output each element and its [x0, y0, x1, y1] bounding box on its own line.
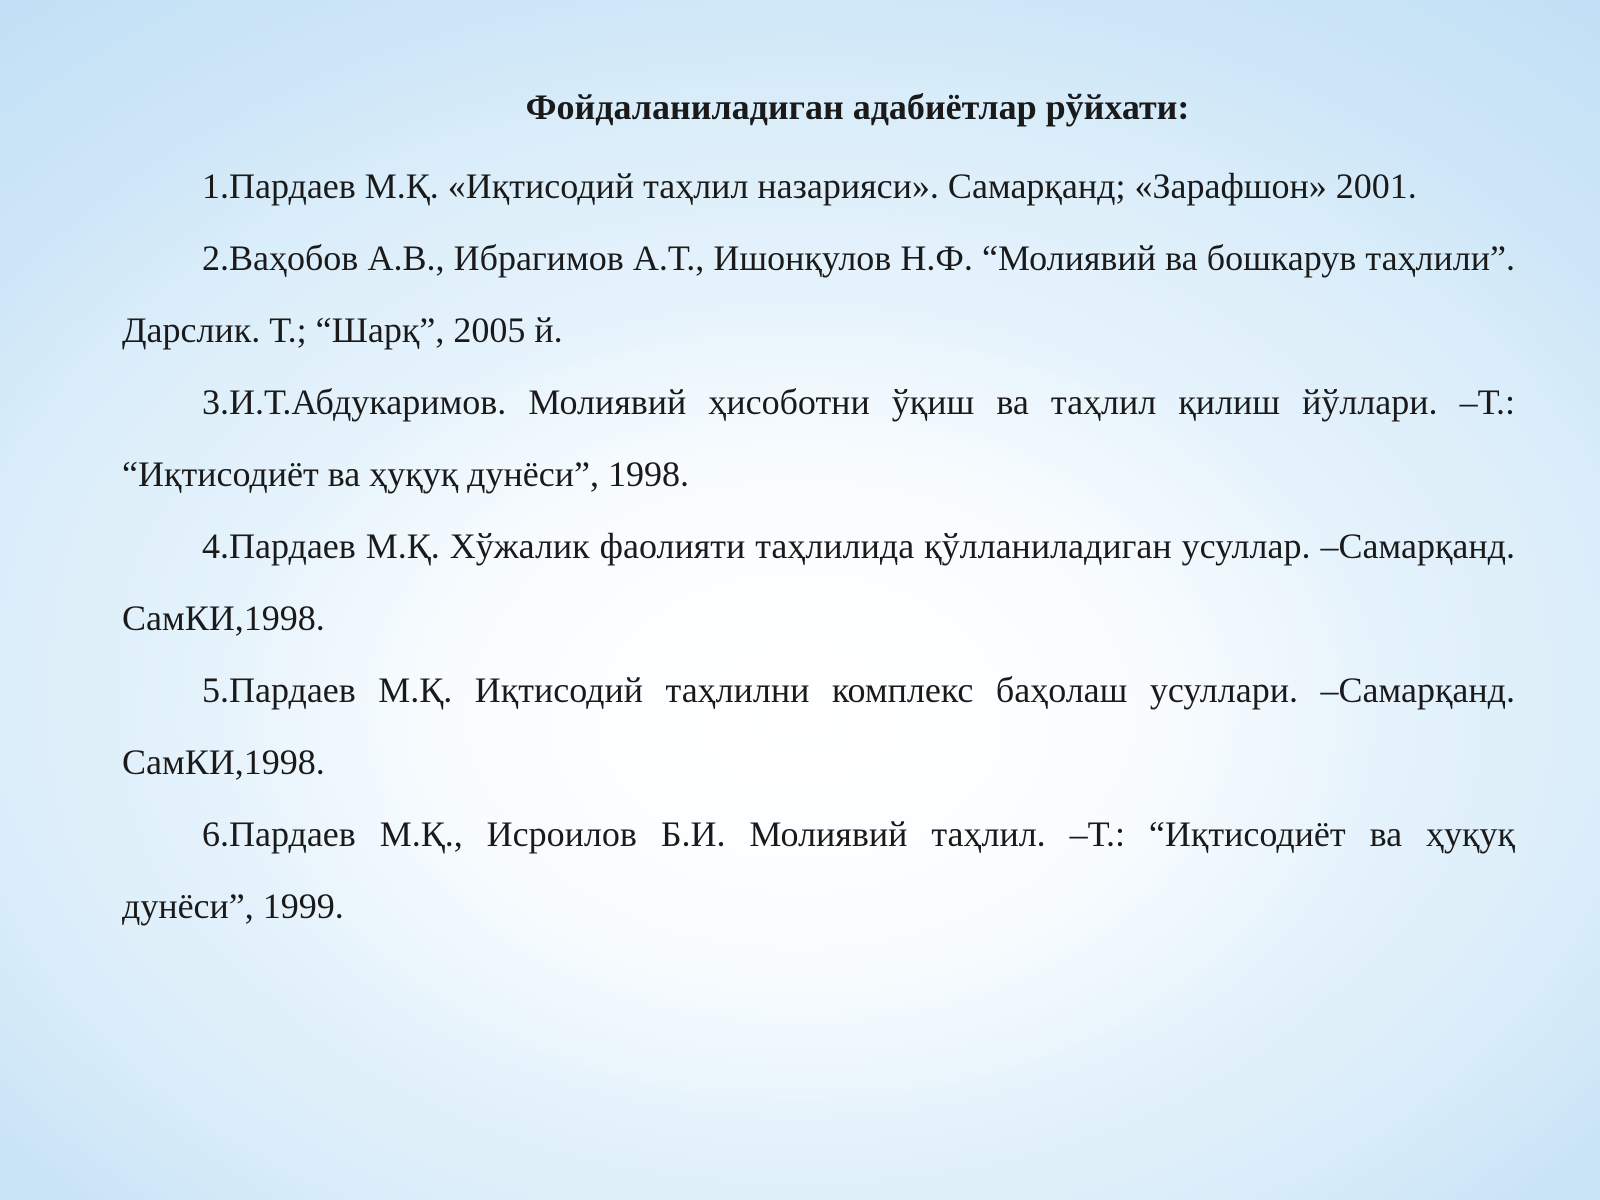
reference-item: 1.Пардаев М.Қ. «Иқтисодий таҳлил назарияси». Самарқанд; «Зарафшон» 2001.	[202, 166, 1417, 206]
reference-item: 4.Пардаев М.Қ. Хўжалик фаолияти таҳлилида қўлланиладиган усуллар. –Самарқанд. СамКИ,1998.	[122, 526, 1515, 638]
reference-item: 2.Ваҳобов А.В., Ибрагимов А.Т., Ишонқулов Н.Ф. “Молиявий ва бошкарув таҳлили”. Дарслик. Т.; “Шарқ”, 2005 й.	[122, 238, 1515, 350]
references-list	[122, 150, 1515, 942]
reference-item: 3.И.Т.Абдукаримов. Молиявий ҳисоботни ўқиш ва таҳлил қилиш йўллари. –Т.: “Иқтисодиёт ва ҳуқуқ дунёси”, 1998.	[122, 382, 1515, 494]
references-heading: Фойдаланиладиган адабиётлар рўйхати:	[525, 87, 1190, 127]
slide-content	[122, 78, 1515, 942]
reference-item: 6.Пардаев М.Қ., Исроилов Б.И. Молиявий таҳлил. –Т.: “Иқтисодиёт ва ҳуқуқ дунёси”, 1999.	[122, 814, 1515, 926]
reference-item: 5.Пардаев М.Қ. Иқтисодий таҳлилни комплекс баҳолаш усуллари. –Самарқанд. СамКИ,1998.	[122, 670, 1515, 782]
